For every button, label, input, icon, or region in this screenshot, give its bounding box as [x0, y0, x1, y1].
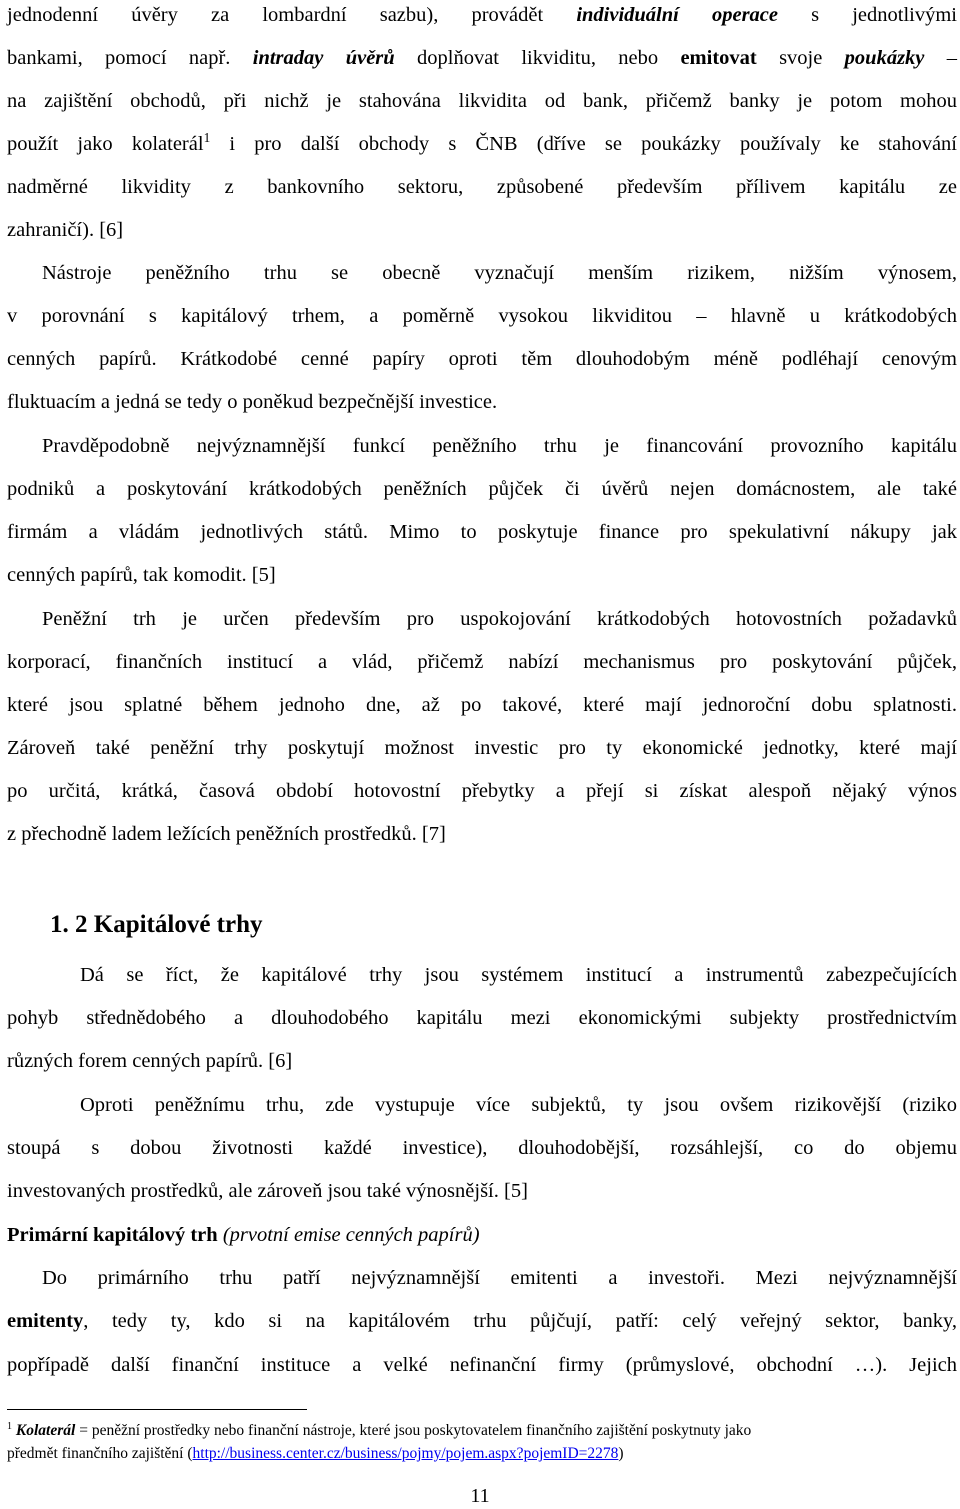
- text-segment: svoje: [756, 47, 845, 69]
- text-line: [7, 87, 957, 115]
- footnote-line-1: [7, 1421, 957, 1441]
- text-segment: cenných papírů. Krátkodobé cenné papíry oproti těm dlouhodobým méně podléhají cenovým: [7, 348, 957, 370]
- text-line: [7, 44, 957, 72]
- text-segment: Dá se říct, že kapitálové trhy jsou systémem institucí a instrumentů zabezpečujících: [80, 964, 957, 986]
- text-segment: 1: [203, 130, 211, 146]
- page-number: 11: [470, 1485, 490, 1507]
- text-segment: –: [924, 47, 957, 69]
- text-segment: fluktuacím a jedná se tedy o poněkud bezpečnější investice.: [7, 391, 498, 413]
- text-segment: i pro další obchody s ČNB (dříve se poukázky používaly ke stahování: [210, 133, 957, 155]
- text-line: [7, 1221, 957, 1249]
- text-segment: použít jako kolaterál: [7, 133, 204, 155]
- text-line: [42, 1264, 957, 1292]
- text-segment: Do primárního trhu patří nejvýznamnější emitenti a investoři. Mezi nejvýznamnější: [42, 1267, 957, 1289]
- text-line: [7, 820, 957, 848]
- text-segment: podniků a poskytování krátkodobých peněžních půjček či úvěrů nejen domácnostem, ale také: [7, 478, 957, 500]
- text-line: [7, 1351, 957, 1379]
- text-line: [7, 734, 957, 762]
- text-segment: na zajištění obchodů, při nichž je stahována likvidita od bank, přičemž banky je potom mohou: [7, 90, 957, 112]
- footnote-text-2: předmět finančního zajištění (: [7, 1445, 193, 1462]
- footnote-link[interactable]: http://business.center.cz/business/pojmy/pojem.aspx?pojemID=2278: [192, 1445, 619, 1462]
- text-line: [7, 302, 957, 330]
- text-segment: zahraničí). [6]: [7, 219, 124, 241]
- text-segment: bankami, pomocí např.: [7, 47, 253, 69]
- text-line: [7, 777, 957, 805]
- text-line: [80, 1091, 957, 1119]
- footnote-divider: [7, 1409, 307, 1410]
- text-segment: korporací, finančních institucí a vlád, přičemž nabízí mechanismus pro poskytování půjček,: [7, 651, 957, 673]
- text-segment: popřípadě další finanční instituce a velké nefinanční firmy (průmyslové, obchodní …). Jejich: [7, 1354, 957, 1376]
- text-segment: firmám a vládám jednotlivých států. Mimo to poskytuje finance pro spekulativní nákupy jak: [7, 521, 957, 543]
- text-line: [7, 1047, 957, 1075]
- text-line: [7, 1307, 957, 1335]
- text-line: [7, 518, 957, 546]
- text-segment: nadměrné likvidity z bankovního sektoru, způsobené především přílivem kapitálu ze: [7, 176, 957, 198]
- text-segment: po určitá, krátká, časová období hotovostní přebytky a přejí si získat alespoň nějaký výnos: [7, 780, 957, 802]
- text-line: [7, 1177, 957, 1205]
- text-segment: emitovat: [680, 47, 757, 69]
- text-line: [7, 1, 957, 29]
- section-heading: 1. 2 Kapitálové trhy: [50, 911, 263, 938]
- text-line: [80, 961, 957, 989]
- text-line: [7, 691, 957, 719]
- text-line: [42, 259, 957, 287]
- text-segment: s jednotlivými: [778, 4, 957, 26]
- text-line: [7, 130, 957, 158]
- text-segment: jednodenní úvěry za lombardní sazbu), provádět: [7, 4, 577, 26]
- text-line: [7, 648, 957, 676]
- text-segment: cenných papírů, tak komodit. [5]: [7, 564, 276, 586]
- footnote-text-1: = peněžní prostředky nebo finanční nástroje, které jsou poskytovatelem finančního zajištění poskytnuty jako: [75, 1422, 752, 1439]
- text-segment: doplňovat likviditu, nebo: [394, 47, 681, 69]
- footnote-term: Kolaterál: [15, 1422, 76, 1439]
- text-segment: Peněžní trh je určen především pro uspokojování krátkodobých hotovostních požadavků: [42, 608, 957, 630]
- text-segment: z přechodně ladem ležících peněžních prostředků. [7]: [7, 823, 446, 845]
- footnote-mark: 1: [7, 1420, 13, 1432]
- text-line: [7, 345, 957, 373]
- text-segment: Oproti peněžnímu trhu, zde vystupuje více subjektů, ty jsou ovšem rizikovější (riziko: [80, 1094, 957, 1116]
- footnote-text-3: ): [618, 1445, 624, 1462]
- text-line: [7, 388, 957, 416]
- text-segment: (prvotní emise cenných papírů): [222, 1224, 480, 1246]
- text-segment: různých forem cenných papírů. [6]: [7, 1050, 293, 1072]
- text-segment: , tedy ty, kdo si na kapitálovém trhu půjčují, patří: celý veřejný sektor, banky,: [83, 1310, 957, 1332]
- text-line: [42, 432, 957, 460]
- text-segment: intraday úvěrů: [252, 47, 395, 69]
- text-segment: Pravděpodobně nejvýznamnější funkcí peněžního trhu je financování provozního kapitálu: [42, 435, 957, 457]
- text-segment: pohyb střednědobého a dlouhodobého kapitálu mezi ekonomickými subjekty prostřednictvím: [7, 1007, 957, 1029]
- text-segment: které jsou splatné během jednoho dne, až po takové, které mají jednoroční dobu splatnosti.: [7, 694, 957, 716]
- text-line: [42, 605, 957, 633]
- text-line: [7, 561, 957, 589]
- text-line: [7, 1004, 957, 1032]
- text-line: [7, 1134, 957, 1162]
- text-segment: stoupá s dobou životnosti každé investice), dlouhodobější, rozsáhlejší, co do objemu: [7, 1137, 957, 1159]
- text-segment: investovaných prostředků, ale zároveň jsou také výnosnější. [5]: [7, 1180, 528, 1202]
- text-segment: individuální operace: [576, 4, 778, 26]
- text-segment: Nástroje peněžního trhu se obecně vyznačují menším rizikem, nižším výnosem,: [42, 262, 957, 284]
- text-segment: Zároveň také peněžní trhy poskytují možnost investic pro ty ekonomické jednotky, které mají: [7, 737, 957, 759]
- text-line: [7, 475, 957, 503]
- text-segment: v porovnání s kapitálový trhem, a poměrně vysokou likviditou – hlavně u krátkodobých: [7, 305, 957, 327]
- text-line: [7, 216, 957, 244]
- text-segment: emitenty: [7, 1310, 84, 1332]
- text-segment: Primární kapitálový trh: [7, 1224, 218, 1246]
- text-segment: poukázky: [844, 47, 925, 69]
- footnote-line-2: [7, 1444, 957, 1464]
- text-line: [7, 173, 957, 201]
